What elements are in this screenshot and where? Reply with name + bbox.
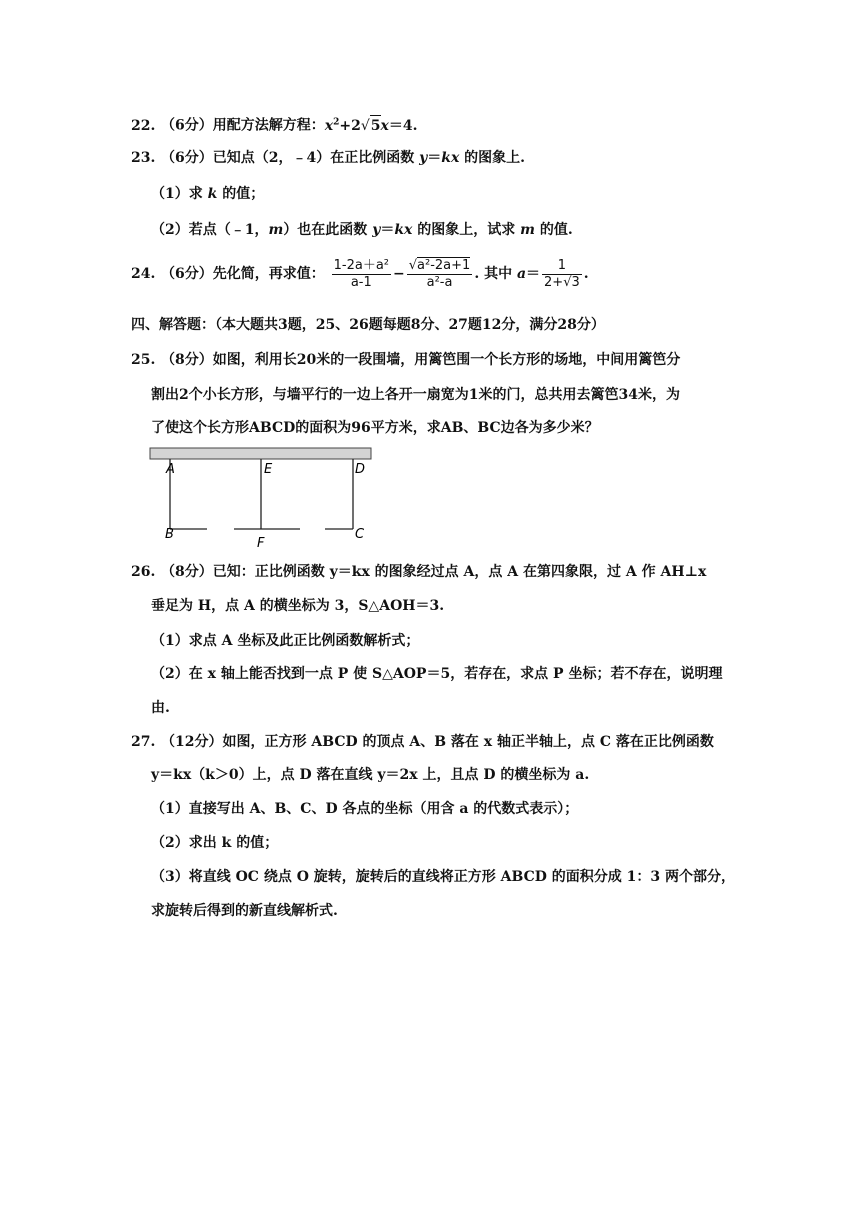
q27-text-1: 如图，正方形 ABCD 的顶点 A、B 落在 x 轴正半轴上，点 C 落在正比例函数 <box>222 734 714 750</box>
label-D: D <box>355 462 366 477</box>
q24-fraction-1: $\frac{\text{1-2a＋a²}}{a-1}$ <box>333 257 390 290</box>
q23-sub1-b: 的值； <box>222 186 265 202</box>
q26-points: （8分） <box>161 564 213 580</box>
q23-tail: 的图象上. <box>464 150 526 166</box>
q23-sub2-d: 的值. <box>539 222 573 238</box>
q24-text: 先化简，再求值： <box>212 266 325 282</box>
q26-sub2: （2）在 x 轴上能否找到一点 P 使 S△AOP＝5，若存在，求点 P 坐标；若不存在，说明理 <box>151 666 723 682</box>
q22-line <box>131 112 418 136</box>
q27-line-2: y＝kx（k＞0）上，点 D 落在直线 y＝2x 上，且点 D 的横坐标为 a. <box>151 767 590 783</box>
q22-equation: $x^2+2√5x=4$. <box>325 118 418 134</box>
q27-points: （12分） <box>161 734 223 750</box>
q26-line-2: 垂足为 H，点 A 的横坐标为 3，S△AOH＝3. <box>151 598 445 614</box>
section-4-heading: 四、解答题：（本大题共3题，25、26题每题8分、27题12分，满分28分） <box>131 317 605 333</box>
q23-points: （6分） <box>161 150 213 166</box>
q26-sub1: （1）求点 A 坐标及此正比例函数解析式； <box>151 633 420 649</box>
q23-line: 23. （6分）已知点（2，﹣4）在正比例函数 y＝kx 的图象上. <box>131 150 526 166</box>
q22-points: （6分） <box>161 117 213 134</box>
label-E: E <box>264 462 273 477</box>
q24-fraction-2: $\frac{\text{√a²-2a+1}}{\text{a²-a}}$ <box>408 257 471 290</box>
q25-text-1: 如图，利用长20米的一段围墙，用篱笆围一个长方形的场地，中间用篱笆分 <box>212 352 681 368</box>
q25-number: 25. <box>131 352 156 368</box>
q23-sub2-b: ）也在此函数 <box>283 222 368 238</box>
q25-line-2: 割出2个小长方形，与墙平行的一边上各开一扇宽为1米的门，总共用去篱笆34米，为 <box>151 387 680 403</box>
label-B: B <box>165 527 174 542</box>
q23-sub1: （1）求 k 的值； <box>151 186 265 202</box>
label-F: F <box>257 536 265 551</box>
q27-sub3: （3）将直线 OC 绕点 O 旋转，旋转后的直线将正方形 ABCD 的面积分成 1：3 两个部分， <box>151 869 735 885</box>
q26-number: 26. <box>131 564 156 580</box>
q23-sub2: （2）若点（﹣1，m）也在此函数 y＝kx 的图象上，试求 m 的值. <box>151 222 573 238</box>
wall <box>150 448 371 459</box>
q25-line-1 <box>131 350 680 370</box>
q27-number: 27. <box>131 734 156 750</box>
q24-line: 24. （6分）先化简，再求值： $\frac{\text{1-2a＋a²}}{a-1}$ − $\frac{\text{√a²-2a+1}}{\text{a²-a}}$ . 其中 a＝ $\frac{1}{2+√3}$ . <box>131 255 589 293</box>
q26-line-1 <box>131 562 706 582</box>
q27-line-1 <box>131 732 714 752</box>
q22-text: 用配方法解方程： <box>212 117 325 134</box>
q26-sub2-cont: 由. <box>151 700 170 716</box>
q24-tail: 其中 <box>484 266 513 282</box>
q25-line-3: 了使这个长方形ABCD的面积为96平方米，求AB、BC边各为多少米？ <box>151 420 599 436</box>
q26-text-1: 已知：正比例函数 y＝kx 的图象经过点 A，点 A 在第四象限，过 A 作 AH⊥x <box>212 564 707 580</box>
q23-sub2-a: （2）若点（﹣1， <box>151 222 269 238</box>
q27-sub2: （2）求出 k 的值； <box>151 835 279 851</box>
q27-sub3-cont: 求旋转后得到的新直线解析式. <box>151 903 338 919</box>
q23-sub1-a: （1）求 <box>151 186 203 202</box>
label-C: C <box>355 527 365 542</box>
q25-fence-diagram <box>145 443 380 553</box>
q25-points: （8分） <box>161 352 213 368</box>
q24-number: 24. <box>131 266 156 282</box>
q23-text: 已知点（2，﹣4）在正比例函数 <box>212 150 415 166</box>
q27-sub1: （1）直接写出 A、B、C、D 各点的坐标（用含 a 的代数式表示）； <box>151 801 579 817</box>
label-A: A <box>166 462 175 477</box>
q22-number: 22. <box>131 117 156 134</box>
q24-fraction-3: $\frac{1}{2+√3}$ <box>544 257 580 290</box>
q24-points: （6分） <box>161 266 213 282</box>
q23-sub2-c: 的图象上，试求 <box>417 222 516 238</box>
q23-number: 23. <box>131 150 156 166</box>
